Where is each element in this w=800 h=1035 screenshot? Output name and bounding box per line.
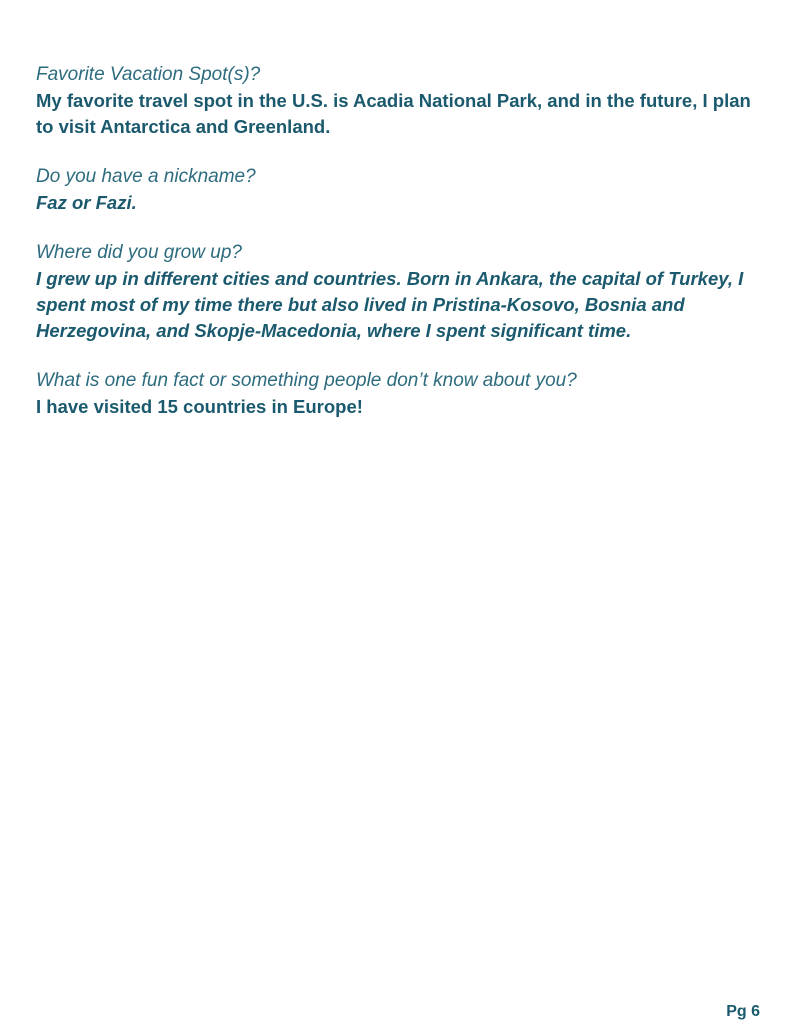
question-text: Do you have a nickname?: [36, 166, 256, 187]
answer-text: Faz or Fazi.: [36, 192, 137, 213]
question-text: Favorite Vacation Spot(s)?: [36, 64, 261, 85]
page-number: Pg 6: [726, 1003, 760, 1020]
qa-vacation: [36, 62, 766, 140]
qa-nickname: [36, 164, 766, 216]
answer-text: I have visited 15 countries in Europe!: [36, 396, 363, 417]
answer-text: My favorite travel spot in the U.S. is Acadia National Park, and in the future, I plan to visit Antarctica and Greenland.: [36, 90, 751, 137]
qa-fun-fact: [36, 368, 766, 420]
question-text: Where did you grow up?: [36, 242, 242, 263]
qa-grow-up: [36, 240, 766, 344]
answer-text: I grew up in different cities and countries. Born in Ankara, the capital of Turkey, I spent most of my time there but also lived in Pristina-Kosovo, Bosnia and Herzegovina, and Skopje-Macedonia, where I spent significant time.: [36, 268, 744, 341]
document-body: [36, 62, 766, 444]
question-text: What is one fun fact or something people don’t know about you?: [36, 370, 577, 391]
